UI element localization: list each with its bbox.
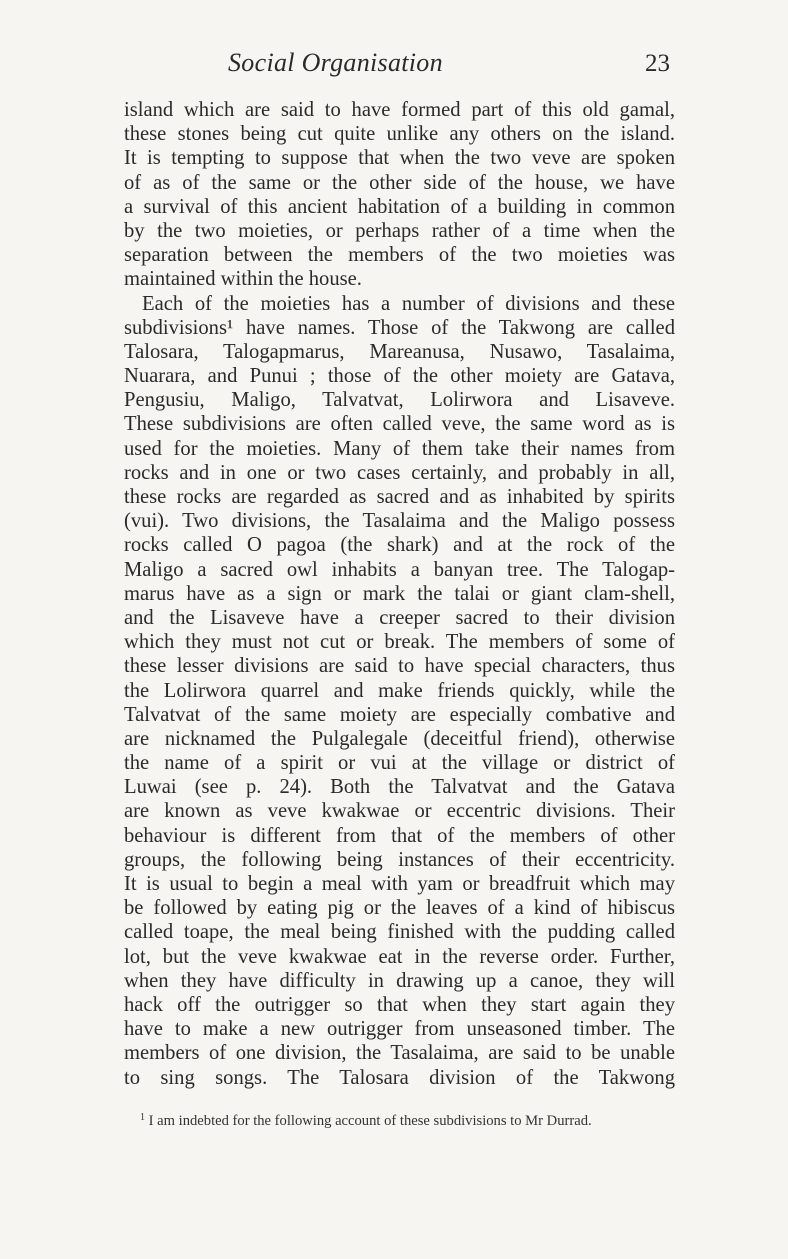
text-line: used for the moieties. Many of them take their names from — [124, 437, 675, 460]
text-line: Talvatvat of the same moiety are especially combative and — [124, 703, 675, 726]
page-number: 23 — [645, 50, 670, 77]
text-line: rocks and in one or two cases certainly, and probably in all, — [124, 461, 675, 484]
text-line: these lesser divisions are said to have special characters, thus — [124, 655, 675, 678]
text-line: island which are said to have formed part of this old gamal, — [124, 99, 675, 121]
text-line: to sing songs. The Talosara division of the Takwong — [124, 1066, 675, 1089]
text-line: Nuarara, and Punui ; those of the other moiety are Gatava, — [124, 365, 675, 388]
text-line: have to make a new outrigger from unseasoned timber. The — [124, 1018, 675, 1041]
text-line: Maligo a sacred owl inhabits a banyan tree. The Talogap- — [124, 558, 675, 581]
text-line: which they must not cut or break. The members of some of — [124, 631, 675, 654]
text-line: hack off the outrigger so that when they start again they — [124, 993, 675, 1016]
text-line: members of one division, the Tasalaima, are said to be unable — [124, 1042, 675, 1065]
text-line: It is tempting to suppose that when the two veve are spoken — [124, 147, 675, 170]
text-line: are known as veve kwakwae or eccentric divisions. Their — [124, 800, 675, 823]
text-line: Talosara, Talogapmarus, Mareanusa, Nusawo, Tasalaima, — [124, 340, 675, 363]
footnote-marker: 1 — [140, 1112, 145, 1123]
running-title: Social Organisation — [228, 48, 443, 77]
text-line: and the Lisaveve have a creeper sacred to their division — [124, 606, 675, 629]
text-line: the Lolirwora quarrel and make friends quickly, while the — [124, 679, 675, 702]
text-line: a survival of this ancient habitation of a building in common — [124, 195, 675, 218]
text-line: Luwai (see p. 24). Both the Talvatvat and the Gatava — [124, 776, 675, 799]
text-line: subdivisions¹ have names. Those of the Takwong are called — [124, 316, 675, 339]
text-line: It is usual to begin a meal with yam or breadfruit which may — [124, 873, 675, 895]
text-line: these stones being cut quite unlike any others on the island. — [124, 123, 675, 146]
text-line: These subdivisions are often called veve, the same word as is — [124, 413, 675, 436]
text-line: the name of a spirit or vui at the village or district of — [124, 752, 675, 775]
text-line: by the two moieties, or perhaps rather of a time when the — [124, 219, 675, 242]
text-line: Each of the moieties has a number of divisions and these — [142, 292, 675, 315]
text-line: lot, but the veve kwakwae eat in the reverse order. Further, — [124, 945, 675, 968]
text-line: marus have as a sign or mark the talai or giant clam-shell, — [124, 582, 675, 605]
text-line: these rocks are regarded as sacred and as inhabited by spirits — [124, 486, 675, 508]
text-line: maintained within the house. — [124, 268, 362, 291]
body-text — [124, 98, 675, 1090]
text-line: (vui). Two divisions, the Tasalaima and the Maligo possess — [124, 510, 675, 533]
text-line: groups, the following being instances of their eccentricity. — [124, 848, 675, 871]
text-line: be followed by eating pig or the leaves of a kind of hibiscus — [124, 897, 675, 920]
footnote-text: I am indebted for the following account of these subdivisions to Mr Durrad. — [148, 1113, 592, 1129]
page-header — [0, 44, 788, 84]
text-line: when they have difficulty in drawing up a canoe, they will — [124, 969, 675, 992]
text-line: behaviour is different from that of the members of other — [124, 824, 675, 847]
text-line: Pengusiu, Maligo, Talvatvat, Lolirwora and Lisaveve. — [124, 389, 675, 412]
text-line: are nicknamed the Pulgalegale (deceitful friend), otherwise — [124, 727, 675, 750]
text-line: separation between the members of the two moieties was — [124, 244, 675, 267]
text-line: rocks called O pagoa (the shark) and at the rock of the — [124, 534, 675, 557]
text-line: of as of the same or the other side of the house, we have — [124, 171, 675, 194]
text-line: called toape, the meal being finished with the pudding called — [124, 921, 675, 944]
footnote — [140, 1112, 680, 1130]
